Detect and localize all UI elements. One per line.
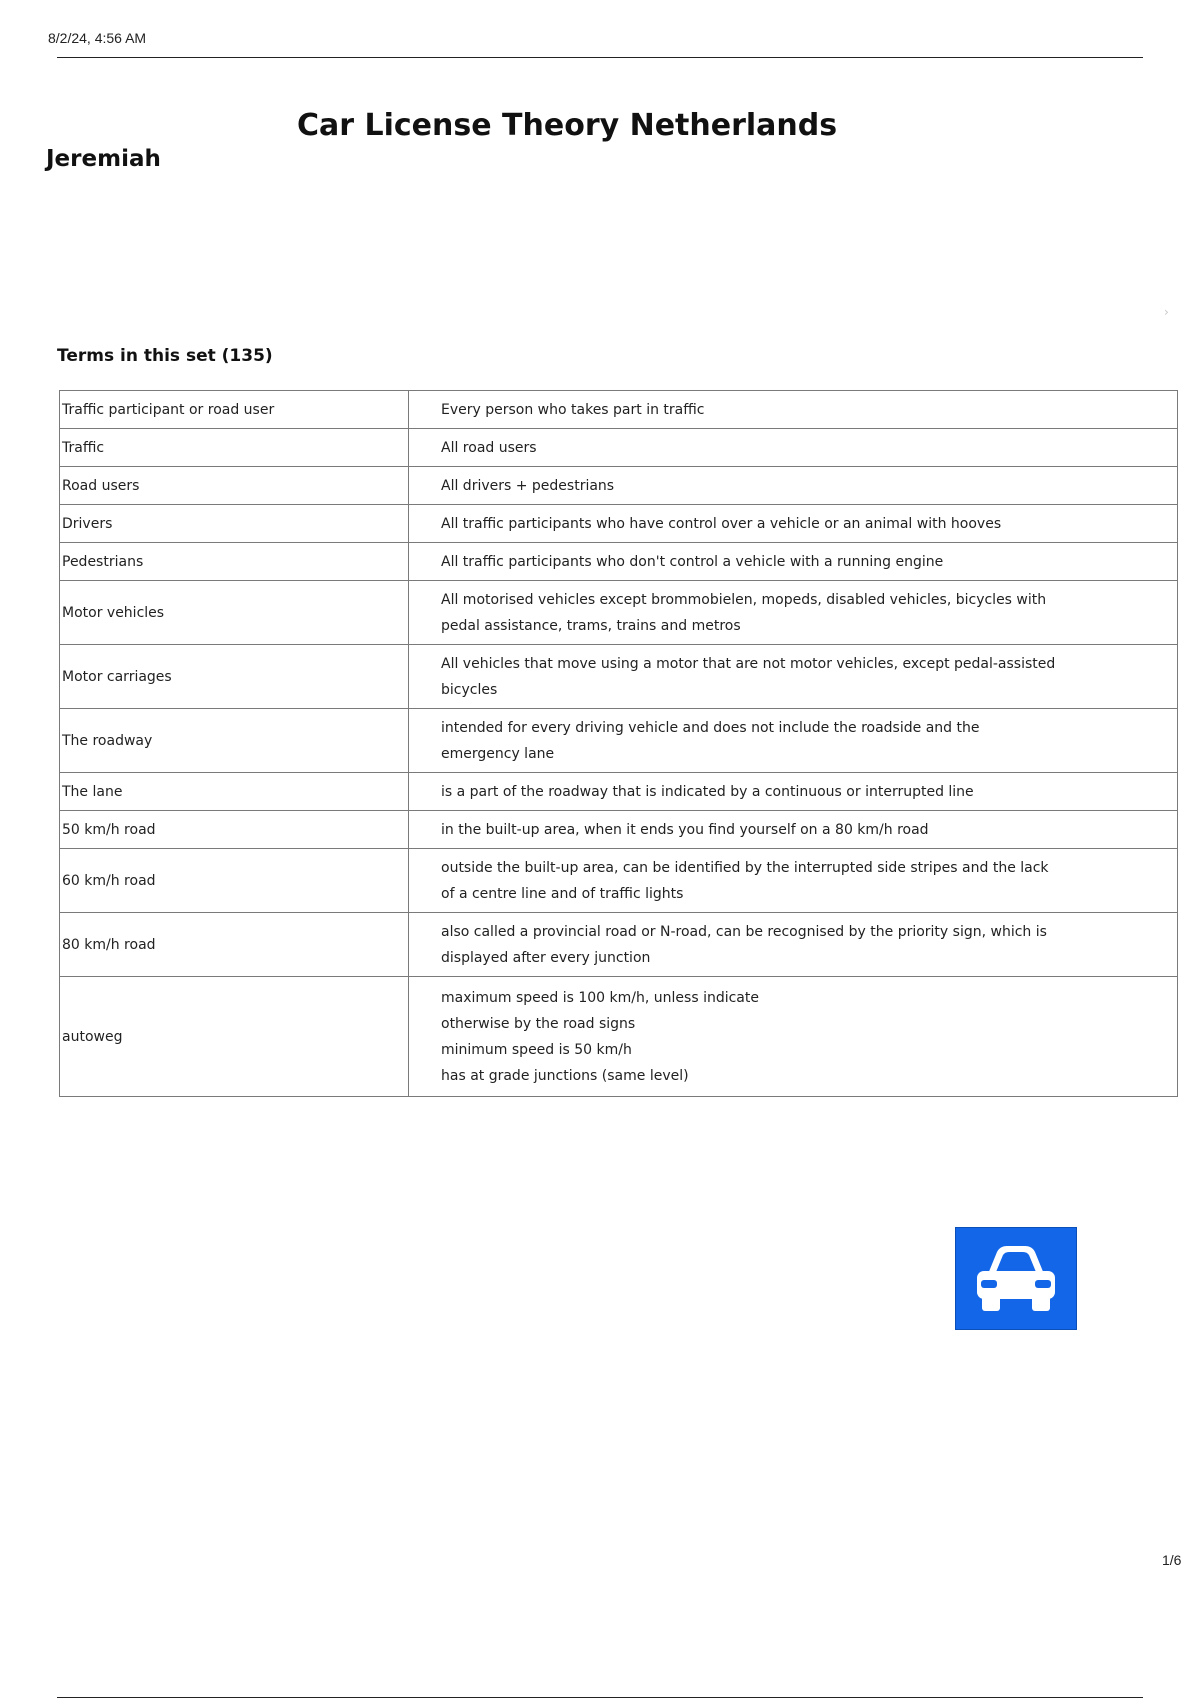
table-row [60,391,1178,429]
table-row [60,811,1178,849]
definition-cell [409,543,1178,581]
definition-line: maximum speed is 100 km/h, unless indicate [441,989,759,1006]
table-row [60,429,1178,467]
definition-cell [409,773,1178,811]
definition-line: displayed after every junction [441,949,651,966]
table-row [60,467,1178,505]
definition-cell [409,913,1178,977]
terms-heading: Terms in this set (135) [57,346,273,366]
term-cell: Pedestrians [60,543,409,581]
definition-cell [409,977,1178,1097]
definition-line: has at grade junctions (same level) [441,1067,689,1084]
author-name: Jeremiah [46,146,161,172]
definition-line: All motorised vehicles except brommobielen, mopeds, disabled vehicles, bicycles with [441,591,1047,608]
definition-cell [409,709,1178,773]
definition-line: in the built-up area, when it ends you find yourself on a 80 km/h road [441,821,929,838]
car-icon [956,1228,1076,1329]
table-row [60,709,1178,773]
print-date: 8/2/24, 4:56 AM [48,30,147,46]
definition-line: is a part of the roadway that is indicated by a continuous or interrupted line [441,783,974,800]
table-row [60,849,1178,913]
definition-cell [409,429,1178,467]
page-title: Car License Theory Netherlands [297,108,838,143]
table-row [60,773,1178,811]
definition-line: All traffic participants who have control over a vehicle or an animal with hooves [441,515,1002,532]
definition-cell [409,505,1178,543]
term-cell: 50 km/h road [60,811,409,849]
terms-table [59,390,1178,1097]
definition-cell [409,645,1178,709]
term-cell: Drivers [60,505,409,543]
definition-line: bicycles [441,681,498,698]
definition-cell [409,811,1178,849]
definition-cell [409,467,1178,505]
table-row [60,977,1178,1097]
footer-divider [57,1697,1143,1698]
definition-line: pedal assistance, trams, trains and metros [441,617,741,634]
chevron-right-icon[interactable]: › [1164,305,1169,319]
term-cell: The lane [60,773,409,811]
terms-table-body [60,391,1178,1097]
definition-line: All vehicles that move using a motor that are not motor vehicles, except pedal-assisted [441,655,1056,672]
term-cell: The roadway [60,709,409,773]
definition-line: emergency lane [441,745,555,762]
definition-cell [409,581,1178,645]
table-row [60,543,1178,581]
term-cell: Motor vehicles [60,581,409,645]
term-cell: Traffic [60,429,409,467]
term-cell: Traffic participant or road user [60,391,409,429]
definition-cell [409,391,1178,429]
definition-line: minimum speed is 50 km/h [441,1041,632,1058]
definition-line: intended for every driving vehicle and does not include the roadside and the [441,719,980,736]
table-row [60,581,1178,645]
definition-line: All road users [441,439,537,456]
road-sign [955,1227,1077,1330]
definition-cell [409,849,1178,913]
definition-line: also called a provincial road or N-road, can be recognised by the priority sign, which is [441,923,1047,940]
definition-line: All drivers + pedestrians [441,477,615,494]
header-divider [57,57,1143,58]
term-cell: autoweg [60,977,409,1097]
table-row [60,913,1178,977]
definition-line: otherwise by the road signs [441,1015,636,1032]
table-row [60,645,1178,709]
definition-line: All traffic participants who don't control a vehicle with a running engine [441,553,944,570]
term-cell: Motor carriages [60,645,409,709]
definition-line: of a centre line and of traffic lights [441,885,684,902]
term-cell: 80 km/h road [60,913,409,977]
term-cell: Road users [60,467,409,505]
definition-line: outside the built-up area, can be identified by the interrupted side stripes and the lack [441,859,1049,876]
table-row [60,505,1178,543]
page-number: 1/6 [1162,1552,1182,1568]
definition-line: Every person who takes part in traffic [441,401,705,418]
term-cell: 60 km/h road [60,849,409,913]
